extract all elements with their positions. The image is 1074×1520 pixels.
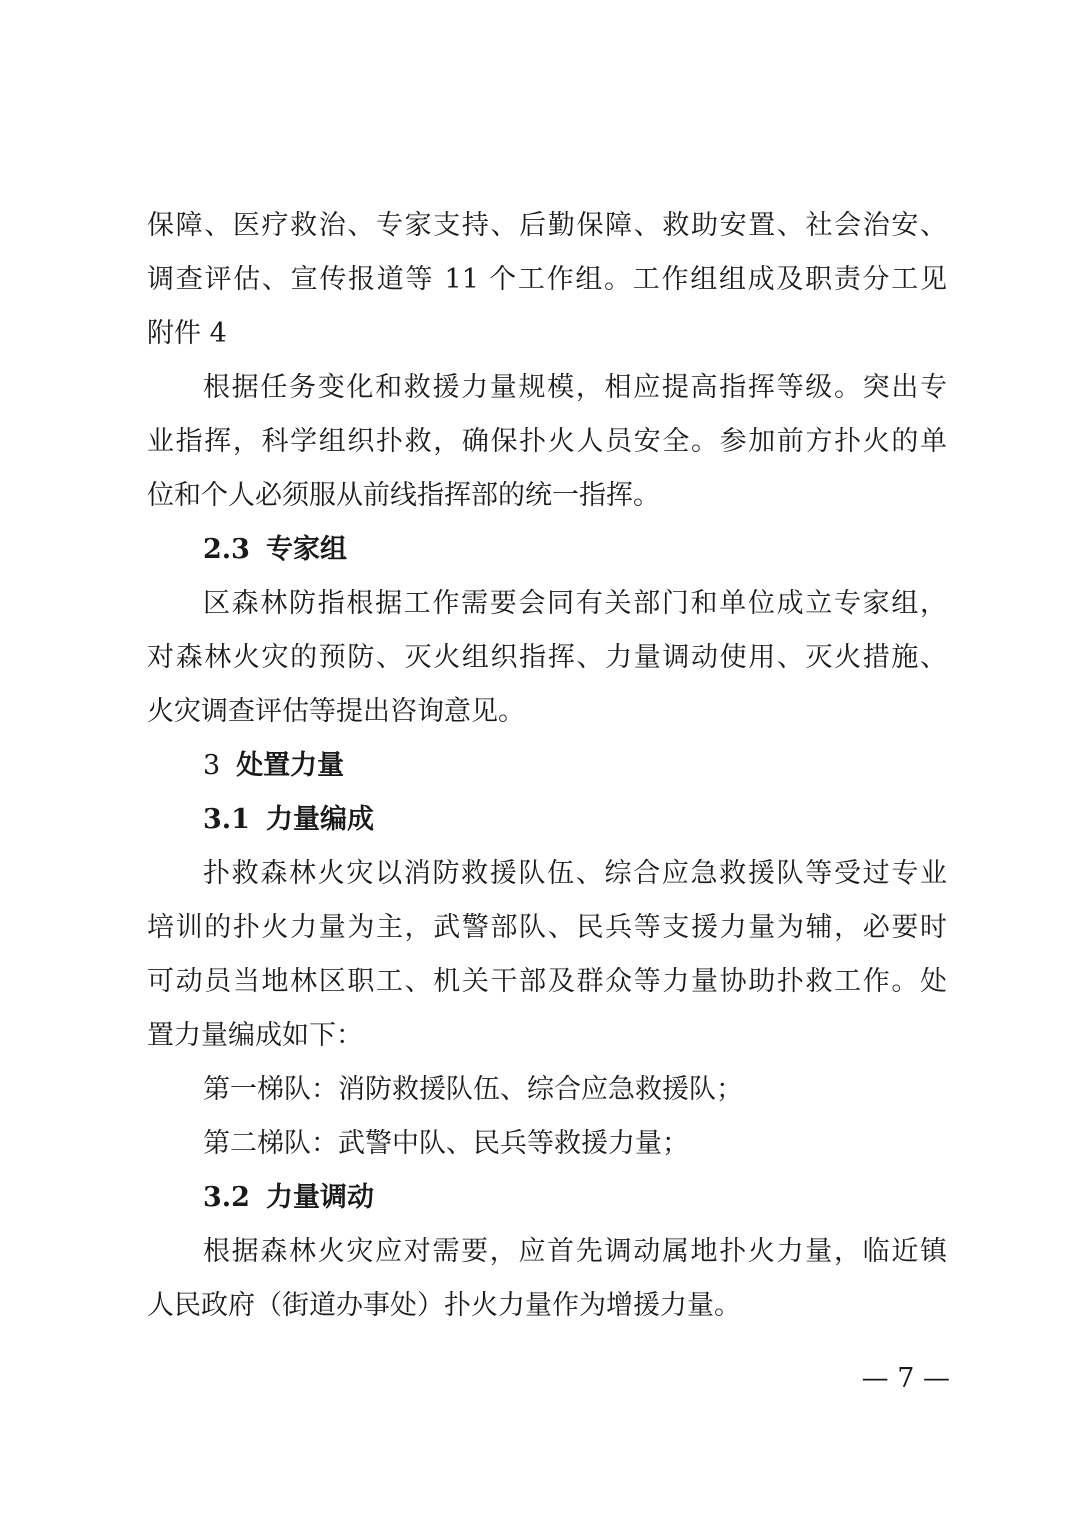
heading-title: 力量编成 [265,804,374,835]
section-heading-3 [203,748,947,784]
page-number: — 7 — [861,1363,950,1394]
section-heading-2-3 [203,532,947,568]
body-line: 根据任务变化和救援力量规模，相应提高指挥等级。突出专 [203,372,947,403]
heading-title: 力量调动 [265,1182,374,1213]
body-line: 第二梯队：武警中队、民兵等救援力量； [203,1128,689,1159]
body-line: 扑救森林火灾以消防救援队伍、综合应急救援队等受过专业 [203,858,947,889]
heading-title: 专家组 [265,534,347,565]
body-line: 位和个人必须服从前线指挥部的统一指挥。 [147,480,660,511]
heading-title: 处置力量 [236,750,345,781]
body-line: 保障、医疗救治、专家支持、后勤保障、救助安置、社会治安、 [147,210,947,241]
heading-number: 3.1 [203,804,250,835]
body-line: 附件 4 [147,318,227,349]
body-line: 区森林防指根据工作需要会同有关部门和单位成立专家组， [203,588,947,619]
heading-number: 3.2 [203,1182,250,1213]
body-line: 置力量编成如下： [147,1020,363,1051]
body-line: 对森林火灾的预防、灭火组织指挥、力量调动使用、灭火措施、 [147,642,947,673]
body-line: 培训的扑火力量为主，武警部队、民兵等支援力量为辅，必要时 [147,912,947,943]
body-line: 人民政府（街道办事处）扑火力量作为增援力量。 [147,1290,741,1321]
section-heading-3-2 [203,1180,947,1216]
body-line: 火灾调查评估等提出咨询意见。 [147,696,525,727]
body-line: 根据森林火灾应对需要，应首先调动属地扑火力量，临近镇 [203,1236,947,1267]
heading-number: 2.3 [203,534,250,565]
heading-number: 3 [203,750,221,781]
body-line: 第一梯队：消防救援队伍、综合应急救援队； [203,1074,743,1105]
body-line: 业指挥，科学组织扑救，确保扑火人员安全。参加前方扑火的单 [147,426,947,457]
section-heading-3-1 [203,802,947,838]
body-line: 可动员当地林区职工、机关干部及群众等力量协助扑救工作。处 [147,966,947,997]
body-line: 调查评估、宣传报道等 11 个工作组。工作组组成及职责分工见 [147,264,947,295]
